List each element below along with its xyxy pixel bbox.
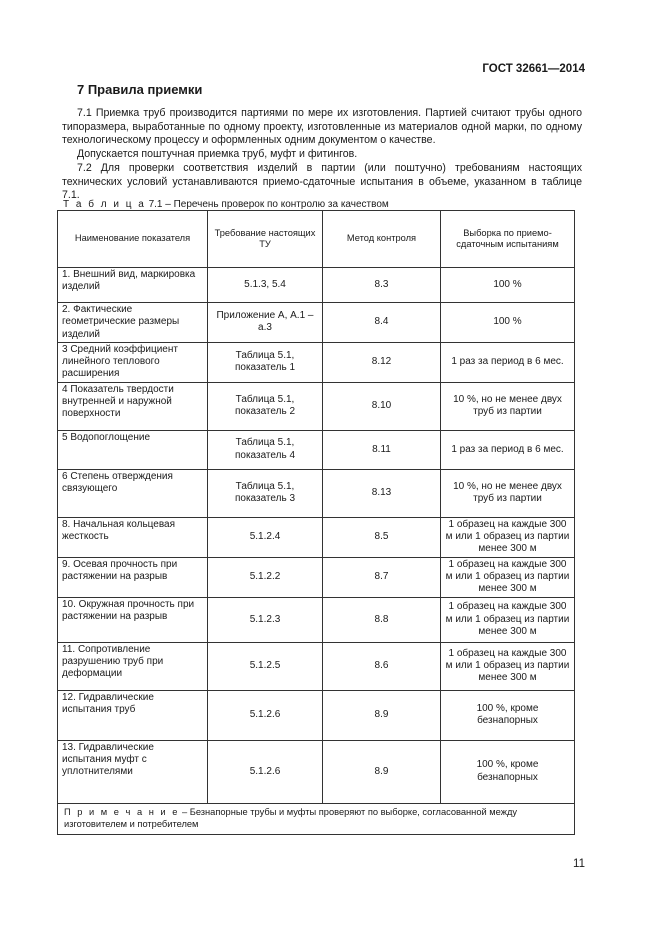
table-row <box>58 740 575 803</box>
cell-method: 8.12 <box>323 342 441 382</box>
paragraph-7-1: 7.1 Приемка труб производится партиями по мере их изготовления. Партией считают трубы одного типоразмера, выработанные по одному проекту, изготовленные из материалов одной марки, по одному технологическому процессу и оформленных одним документом о качестве. <box>62 107 582 146</box>
table-row <box>58 690 575 740</box>
header-control-method: Метод контроля <box>323 211 441 268</box>
table-row <box>58 597 575 642</box>
cell-sample: 100 % <box>441 268 575 303</box>
paragraph-piece-acceptance: Допускается поштучная приемка труб, муфт и фитингов. <box>77 148 358 160</box>
cell-name: 11. Сопротивление разрушению труб при деформации <box>58 642 208 690</box>
cell-name: 10. Окружная прочность при растяжении на разрыв <box>58 597 208 642</box>
quality-control-table <box>57 210 575 835</box>
cell-method: 8.13 <box>323 469 441 517</box>
table-row <box>58 517 575 557</box>
cell-name: 4 Показатель твердости внутренней и наружной поверхности <box>58 382 208 430</box>
header-indicator-name: Наименование показателя <box>58 211 208 268</box>
cell-sample: 100 % <box>441 303 575 343</box>
cell-sample: 1 образец на каждые 300 м или 1 образец из партии менее 300 м <box>441 642 575 690</box>
table-row <box>58 642 575 690</box>
cell-requirement: Таблица 5.1, показатель 2 <box>208 382 323 430</box>
cell-method: 8.4 <box>323 303 441 343</box>
table-row <box>58 382 575 430</box>
table-row <box>58 557 575 597</box>
table-note <box>58 803 575 834</box>
cell-sample: 100 %, кроме безнапорных <box>441 690 575 740</box>
cell-name: 9. Осевая прочность при растяжении на разрыв <box>58 557 208 597</box>
section-title: 7 Правила приемки <box>77 82 203 97</box>
note-text: – Безнапорные трубы и муфты проверяют по выборке, согласованной между изготовителем и потребителем <box>64 807 518 829</box>
table-note-row <box>58 803 575 834</box>
cell-sample: 1 образец на каждые 300 м или 1 образец из партии менее 300 м <box>441 517 575 557</box>
cell-requirement: 5.1.2.3 <box>208 597 323 642</box>
cell-name: 2. Фактические геометрические размеры изделий <box>58 303 208 343</box>
cell-requirement: 5.1.2.4 <box>208 517 323 557</box>
cell-method: 8.11 <box>323 430 441 469</box>
cell-name: 1. Внешний вид, маркировка изделий <box>58 268 208 303</box>
cell-requirement: Таблица 5.1, показатель 3 <box>208 469 323 517</box>
cell-name: 6 Степень отверждения связующего <box>58 469 208 517</box>
table-caption-text: 7.1 – Перечень проверок по контролю за качеством <box>148 199 389 210</box>
cell-name: 12. Гидравлические испытания труб <box>58 690 208 740</box>
cell-name: 13. Гидравлические испытания муфт с уплотнителями <box>58 740 208 803</box>
note-label: П р и м е ч а н и е <box>64 807 180 818</box>
table-caption <box>63 199 389 210</box>
cell-method: 8.5 <box>323 517 441 557</box>
cell-method: 8.7 <box>323 557 441 597</box>
cell-sample: 1 образец на каждые 300 м или 1 образец из партии менее 300 м <box>441 557 575 597</box>
paragraph-7-2: 7.2 Для проверки соответствия изделий в партии (или поштучно) требованиям настоящих технических условий устанавливаются приемо-сдаточные испытания в объеме, указанном в таблице 7.1. <box>62 162 582 201</box>
cell-method: 8.8 <box>323 597 441 642</box>
cell-sample: 1 раз за период в 6 мес. <box>441 430 575 469</box>
page-number: 11 <box>573 858 585 870</box>
table-row <box>58 469 575 517</box>
table-row <box>58 268 575 303</box>
standard-code: ГОСТ 32661—2014 <box>482 63 585 75</box>
cell-method: 8.10 <box>323 382 441 430</box>
header-sample: Выборка по приемо-сдаточным испытаниям <box>441 211 575 268</box>
table-row <box>58 430 575 469</box>
cell-name: 8. Начальная кольцевая жесткость <box>58 517 208 557</box>
table-row <box>58 342 575 382</box>
cell-sample: 1 образец на каждые 300 м или 1 образец из партии менее 300 м <box>441 597 575 642</box>
cell-requirement: 5.1.2.5 <box>208 642 323 690</box>
cell-method: 8.9 <box>323 690 441 740</box>
cell-sample: 10 %, но не менее двух труб из партии <box>441 382 575 430</box>
cell-sample: 100 %, кроме безнапорных <box>441 740 575 803</box>
cell-sample: 1 раз за период в 6 мес. <box>441 342 575 382</box>
cell-requirement: Приложение А, А.1 – а.3 <box>208 303 323 343</box>
header-requirement: Требование настоящих ТУ <box>208 211 323 268</box>
cell-method: 8.3 <box>323 268 441 303</box>
cell-requirement: 5.1.2.6 <box>208 740 323 803</box>
cell-name: 3 Средний коэффициент линейного теплового расширения <box>58 342 208 382</box>
table-row <box>58 303 575 343</box>
cell-requirement: 5.1.2.2 <box>208 557 323 597</box>
cell-requirement: 5.1.2.6 <box>208 690 323 740</box>
cell-requirement: Таблица 5.1, показатель 4 <box>208 430 323 469</box>
cell-method: 8.6 <box>323 642 441 690</box>
cell-name: 5 Водопоглощение <box>58 430 208 469</box>
cell-method: 8.9 <box>323 740 441 803</box>
cell-sample: 10 %, но не менее двух труб из партии <box>441 469 575 517</box>
table-caption-label: Т а б л и ц а <box>63 199 146 210</box>
table-header-row <box>58 211 575 268</box>
cell-requirement: 5.1.3, 5.4 <box>208 268 323 303</box>
cell-requirement: Таблица 5.1, показатель 1 <box>208 342 323 382</box>
